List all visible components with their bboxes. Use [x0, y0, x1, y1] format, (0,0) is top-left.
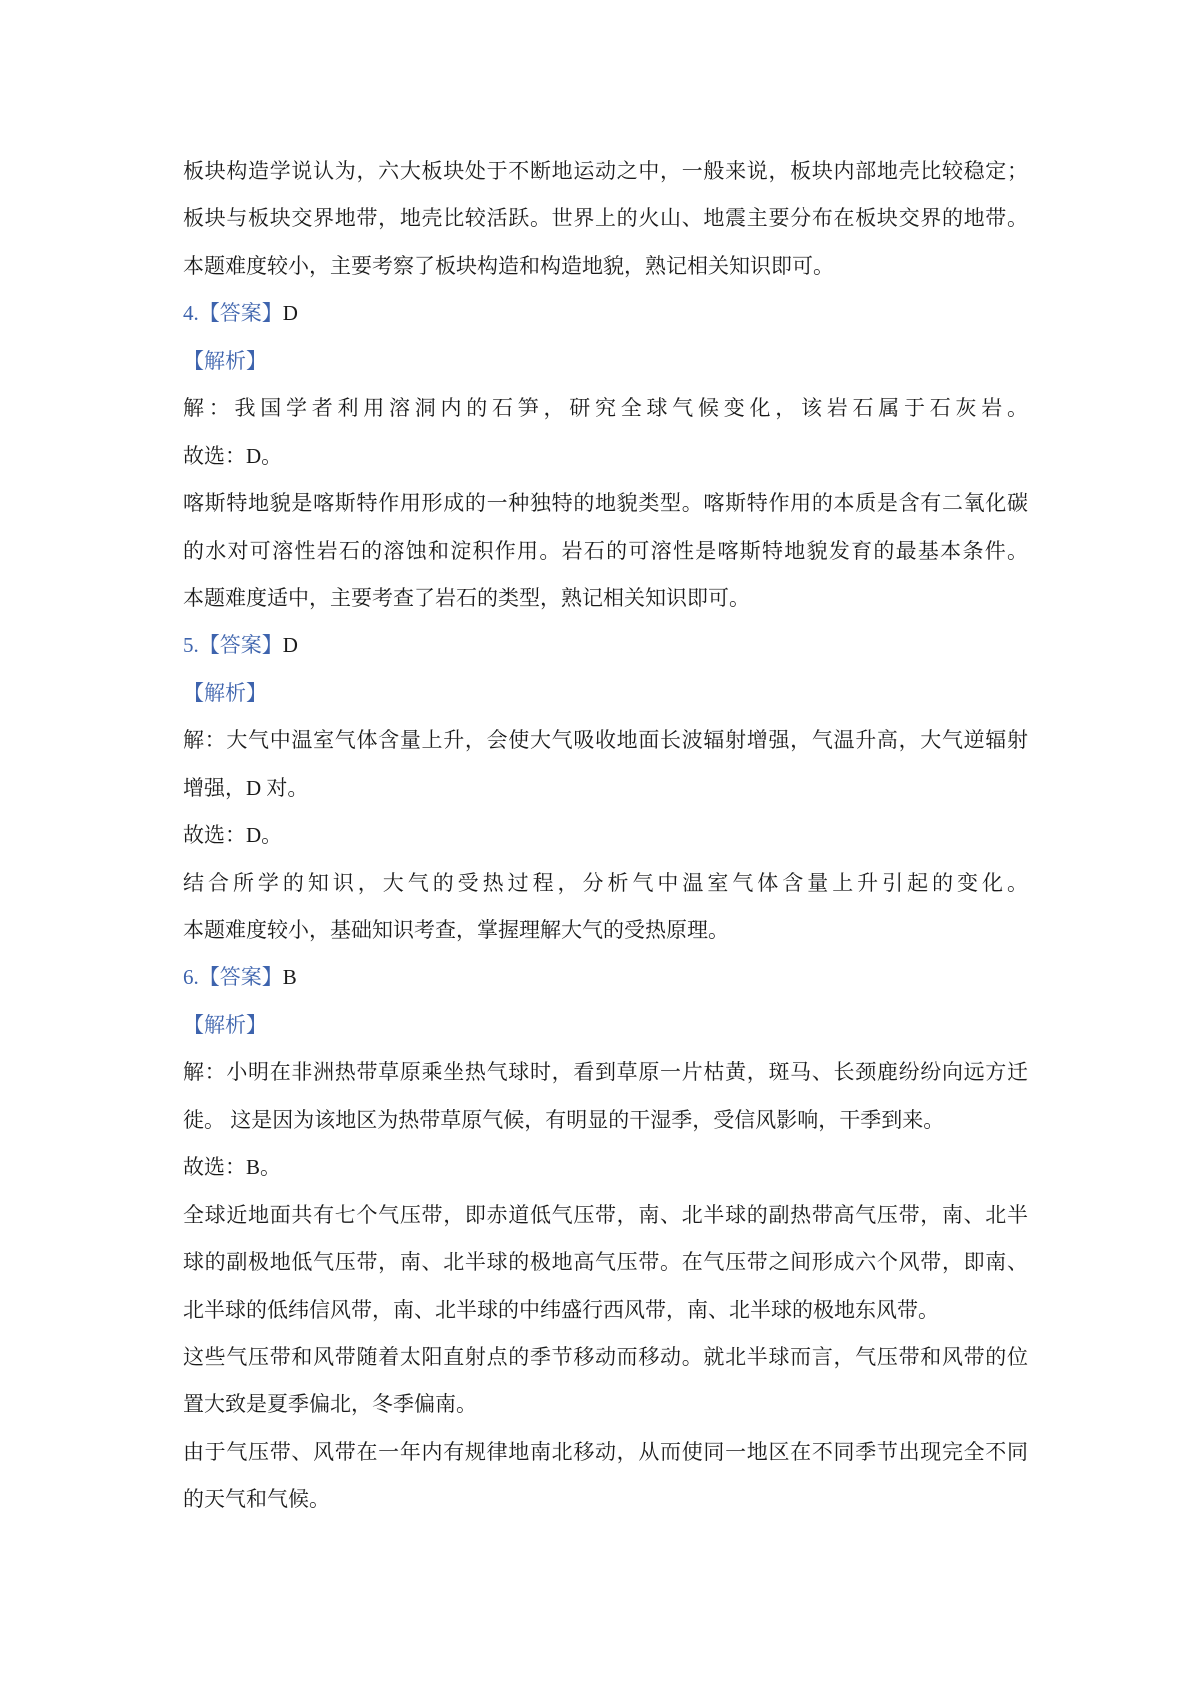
text-line: 本题难度适中，主要考查了岩石的类型，熟记相关知识即可。: [183, 585, 750, 610]
text-line: 增强，D 对。: [183, 775, 309, 800]
text-line: 喀斯特地貌是喀斯特作用形成的一种独特的地貌类型。喀斯特作用的本质是含有二氧化碳: [183, 491, 1028, 516]
text-line: 本题难度较小，基础知识考查，掌握理解大气的受热原理。: [183, 918, 729, 942]
answer-label: 【答案】: [198, 965, 283, 990]
analysis-label: 【解析】: [183, 680, 267, 705]
answer-header: [183, 622, 1028, 669]
question-number: 4.: [183, 301, 199, 326]
analysis-label: 【解析】: [183, 1012, 267, 1037]
answer-label: 【答案】: [198, 633, 283, 658]
text-line: 由于气压带、风带在一年内有规律地南北移动，从而使同一地区在不同季节出现完全不同: [183, 1439, 1028, 1464]
text-line: 的水对可溶性岩石的溶蚀和淀积作用。岩石的可溶性是喀斯特地貌发育的最基本条件。: [183, 538, 1028, 563]
answer-value: B: [282, 965, 297, 990]
text-line: 这些气压带和风带随着太阳直射点的季节移动而移动。就北半球而言，气压带和风带的位: [183, 1344, 1028, 1369]
text-line: 全球近地面共有七个气压带，即赤道低气压带，南、北半球的副热带高气压带，南、北半: [183, 1202, 1028, 1227]
text-line: 北半球的低纬信风带，南、北半球的中纬盛行西风带，南、北半球的极地东风带。: [183, 1297, 939, 1322]
text-line: 解：我国学者利用溶洞内的石笋，研究全球气候变化，该岩石属于石灰岩。: [183, 396, 1028, 421]
text-line: 的天气和气候。: [183, 1487, 330, 1512]
answer-label: 【答案】: [198, 301, 283, 326]
document-body: [183, 148, 1028, 1524]
answer-value: D: [282, 633, 298, 658]
text-line: 故选：D。: [183, 823, 283, 848]
text-line: 故选：B。: [183, 1155, 282, 1180]
text-line: 故选：D。: [183, 443, 283, 468]
answer-header: [183, 290, 1028, 337]
text-line: 结合所学的知识，大气的受热过程，分析气中温室气体含量上升引起的变化。: [183, 870, 1028, 895]
answer-header: [183, 954, 1028, 1001]
analysis-label: 【解析】: [183, 348, 267, 373]
question-number: 5.: [183, 633, 199, 658]
text-line: 板块构造学说认为，六大板块处于不断地运动之中，一般来说，板块内部地壳比较稳定；: [183, 159, 1028, 183]
question-number: 6.: [183, 965, 199, 990]
text-line: 置大致是夏季偏北，冬季偏南。: [183, 1392, 477, 1417]
text-line: 徙。 这是因为该地区为热带草原气候，有明显的干湿季，受信风影响，干季到来。: [183, 1107, 945, 1132]
text-line: 板块与板块交界地带，地壳比较活跃。世界上的火山、地震主要分布在板块交界的地带。: [183, 206, 1028, 231]
answer-value: D: [282, 301, 298, 326]
text-line: 解：小明在非洲热带草原乘坐热气球时，看到草原一片枯黄，斑马、长颈鹿纷纷向远方迁: [183, 1060, 1028, 1085]
text-line: 解：大气中温室气体含量上升，会使大气吸收地面长波辐射增强，气温升高，大气逆辐射: [183, 728, 1028, 753]
text-line: 球的副极地低气压带，南、北半球的极地高气压带。在气压带之间形成六个风带，即南、: [183, 1250, 1028, 1275]
text-line: 本题难度较小，主要考察了板块构造和构造地貌，熟记相关知识即可。: [183, 253, 834, 278]
